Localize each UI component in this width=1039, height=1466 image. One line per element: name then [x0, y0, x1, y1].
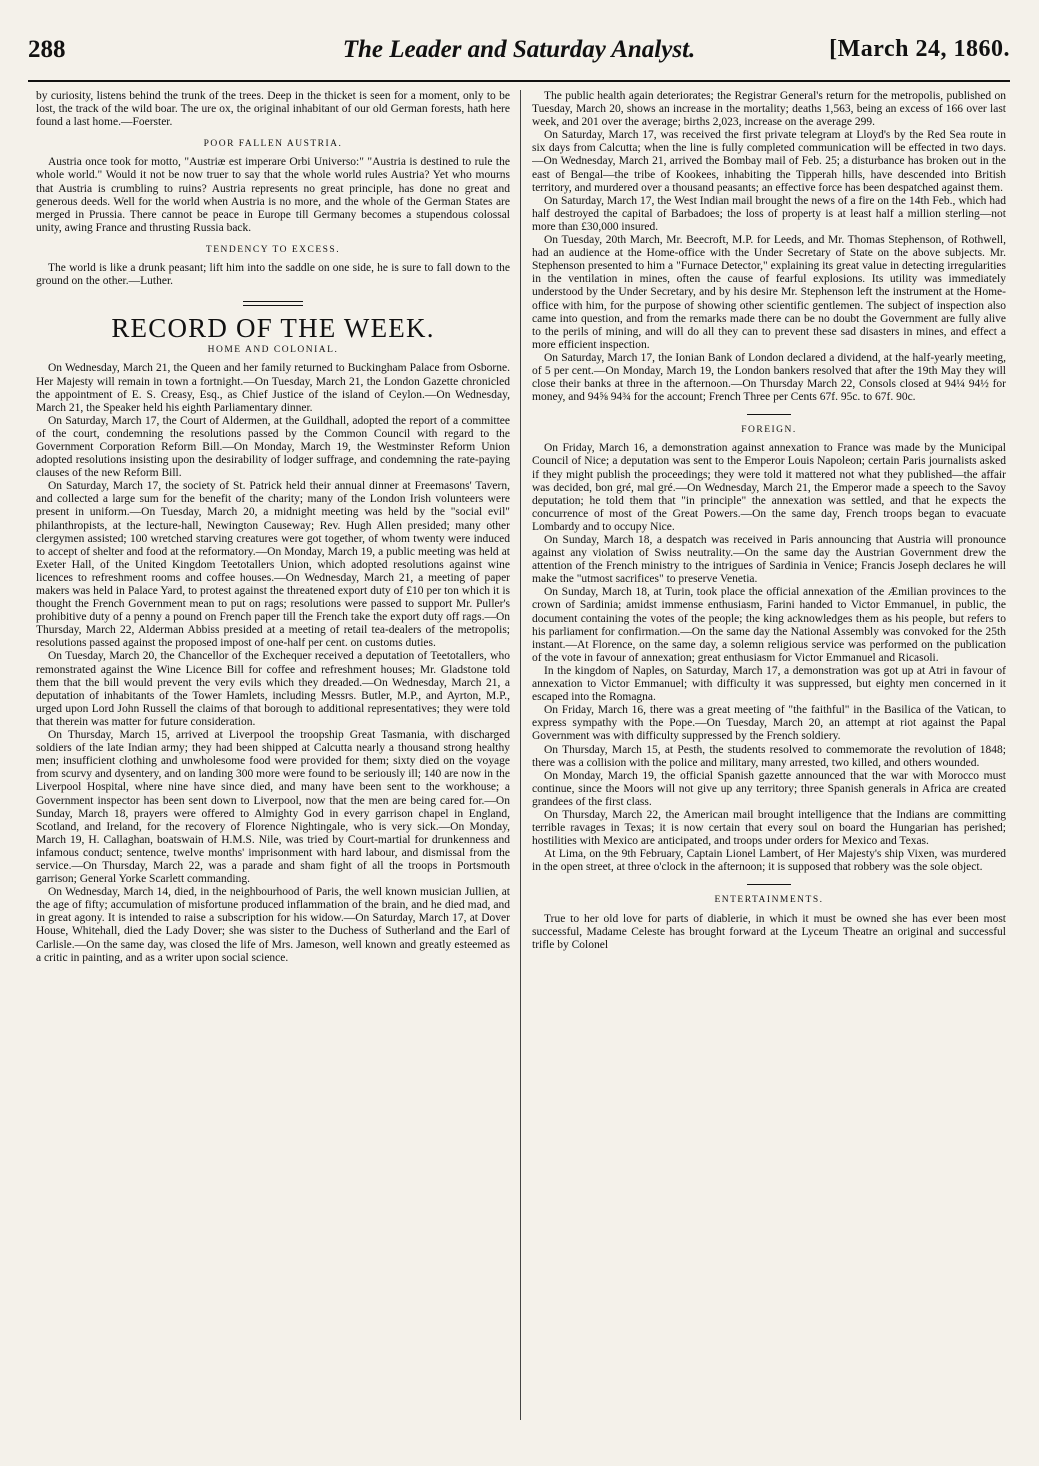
section-divider	[747, 414, 791, 415]
home-paragraph: On Wednesday, March 14, died, in the neighbourhood of Paris, the well known musician Jullien, at the age of fifty; accumulation of misfortune produced inflammation of the brain, and he died mad, and in great agony. It is intended to raise a subscription for his widow.—On Saturday, March 17, at Dover House, Whitehall, died the Lady Dover; she was sister to the Duchess of Sutherland and the Earl of Carlisle.—On the same day, was closed the life of Mrs. Jameson, well known and greatly esteemed as a critic in painting, and as a writer upon social science.	[36, 886, 510, 964]
home-paragraph: The public health again deteriorates; the Registrar General's return for the metropolis, published on Tuesday, March 20, shows an increase in the mortality; deaths 1,563, being an excess of 166 over last week, and 201 over the average; births 2,023, increase on the average 299.	[532, 90, 1006, 129]
left-column	[36, 90, 510, 1430]
page-header	[28, 36, 1010, 82]
foreign-paragraph: On Thursday, March 15, at Pesth, the students resolved to commemorate the revolution of 1848; there was a collision with the police and military, many arrested, two killed, and others wounded.	[532, 743, 1006, 769]
entertainments-paragraph: True to her old love for parts of diablerie, in which it must be owned she has ever been most successful, Madame Celeste has brought forward at the Lyceum Theatre an original and successful trifle by Colonel	[532, 912, 1006, 951]
entertainments-heading: ENTERTAINMENTS.	[714, 895, 824, 906]
right-column	[532, 90, 1006, 1430]
foreign-paragraph: On Monday, March 19, the official Spanish gazette announced that the war with Morocco must continue, since the Moors will not give up any territory; three Spanish generals in Africa are created grandees of the first class.	[532, 769, 1006, 808]
issue-date: [March 24, 1860.	[829, 36, 1010, 62]
tendency-text: The world is like a drunk peasant; lift him into the saddle on one side, he is sure to fall down to the ground on the other.—Luther.	[36, 262, 510, 288]
publication-title: The Leader and Saturday Analyst.	[342, 36, 696, 63]
home-paragraph: On Saturday, March 17, the Court of Aldermen, at the Guildhall, adopted the report of a committee of the court, condemning the resolutions passed by the Common Council with regard to the Government Corporation Reform Bill.—On Monday, March 19, the Westminster Reform Union adopted resolutions insisting upon the desirability of lodger suffrage, and condemning the rate-paying clauses of the new Reform Bill.	[36, 414, 510, 480]
home-paragraph: On Saturday, March 17, the society of St. Patrick held their annual dinner at Freemasons' Tavern, and collected a large sum for the benefit of the charity; many of the London Irish volunteers were present in uniform.—On Tuesday, March 20, a midnight meeting was held by the "social evil" philanthropists, at the lecture-hall, Newington Causeway; Rev. Hugh Allen presided; many other clergymen assisted; 100 wretched starving creatures were got together, of whom twenty were induced to accept of shelter and food at the reformatory.—On Monday, March 19, a public meeting was held at Exeter Hall, of the United Kingdom Teetotallers Union, which adopted resolutions against wine licences to refreshment rooms and coffee houses.—On Wednesday, March 21, a meeting of paper makers was held in Palace Yard, to protest against the threatened export duty of £10 per ton which it is thought the French Government mean to put on rags; resolutions were passed to support Mr. Puller's prohibitive duty of a penny a pound on French paper till the French take the export duty off rags.—On Thursday, March 22, Alderman Abbiss presided at a meeting of retail tea-dealers of the metropolis; resolutions passed against the proposed impost of one-half per cent. on customs duties.	[36, 480, 510, 650]
home-paragraph: On Saturday, March 17, was received the first private telegram at Lloyd's by the Red Sea route in six days from Calcutta; when the line is fully completed communication will be effected in two days.—On Wednesday, March 21, arrived the Bombay mail of Feb. 25; a disturbance has broken out in the east of Bengal—the tribe of Kookees, inhabiting the Tipperah hills, have descended into British territory, and murdered over a thousand peasants; an effective force has been despatched against them.	[532, 129, 1006, 194]
page-number: 288	[28, 36, 66, 63]
home-paragraph: On Wednesday, March 21, the Queen and her family returned to Buckingham Palace from Osborne. Her Majesty will remain in town a fortnight.—On Tuesday, March 21, the London Gazette chronicled the appointment of E. S. Creasy, Esq., as Chief Justice of the island of Ceylon.—On Wednesday, March 21, the Speaker held his eighth Parliamentary dinner.	[36, 362, 510, 414]
foreign-paragraph: At Lima, on the 9th February, Captain Lionel Lambert, of Her Majesty's ship Vixen, was murdered in the open street, at three o'clock in the afternoon; it is supposed that robbery was the sole object.	[532, 848, 1006, 874]
foreign-paragraph: On Friday, March 16, there was a great meeting of "the faithful" in the Basilica of the Vatican, to express sympathy with the Pope.—On Tuesday, March 20, an attempt at riot against the Papal Government was with difficulty suppressed by the French soldiery.	[532, 704, 1006, 743]
home-paragraph: On Thursday, March 15, arrived at Liverpool the troopship Great Tasmania, with discharged soldiers of the late Indian army; they had been shipped at Calcutta nearly a thousand strong healthy men; insufficient clothing and unwholesome food were provided for them; sixty died on the voyage from scurvy and dysentery, and on landing 300 more were found to be seriously ill; 140 are now in the Liverpool Hospital, where nine have since died, and many have been sent to the workhouse; a Government inspector has been sent down to Liverpool, now that the men are being cared for.—On Sunday, March 18, prayers were offered to Almighty God in every garrison chapel in England, Scotland, and Ireland, for the recovery of Florence Nightingale, who is very sick.—On Monday, March 19, H. Callaghan, boatswain of H.M.S. Nile, was tried by Court-martial for drunkenness and infamous conduct; sentence, twelve months' imprisonment with hard labour, and dismissal from the service.—On Thursday, March 22, was a parade and sham fight of all the troops in Portsmouth garrison; General Yorke Scarlett commanding.	[36, 729, 510, 886]
section-divider	[243, 301, 303, 306]
foreign-paragraph: On Thursday, March 22, the American mail brought intelligence that the Indians are committing terrible ravages in Texas; it is now certain that every soul on board the Hungarian has perished; hostilities with Mexico are anticipated, and troops under orders for Mexico and Texas.	[532, 808, 1006, 848]
home-colonial-heading: HOME AND COLONIAL.	[207, 345, 339, 356]
foreign-paragraph: On Friday, March 16, a demonstration against annexation to France was made by the Municipal Council of Nice; a deputation was sent to the Emperor Louis Napoleon; certain Paris journalists asked if they might publish the proceedings; they were told it mattered not what they published—the affair was decided, bon gré, mal gré.—On Wednesday, March 21, the Emperor made a speech to the Savoy deputation; he told them that "in principle" the annexation was settled, and that he expects the concurrence of most of the Great Powers.—On the same day, French troops began to evacuate Lombardy and to occupy Nice.	[532, 442, 1006, 533]
foreign-paragraph: On Sunday, March 18, at Turin, took place the official annexation of the Æmilian provinces to the crown of Sardinia; amidst immense enthusiasm, Farini handed to Victor Emmanuel, in public, the document containing the votes of the people; the king acknowledges them as his people, but refers to his parliament for confirmation.—On the same day the National Assembly was convoked for the 25th instant.—At Florence, on the same day, a solemn religious service was performed on the publication of the vote in favour of annexation; great enthusiasm for Victor Emmanuel and Ricasoli.	[532, 586, 1006, 664]
foreign-paragraph: On Sunday, March 18, a despatch was received in Paris announcing that Austria will pronounce against any violation of Swiss neutrality.—On the same day the Austrian Government drew the attention of the French ministry to the intrigues of Sardinia in Venice; Francis Joseph declares he will make the "utmost sacrifices" to preserve Venetia.	[532, 534, 1006, 586]
foreign-heading: FOREIGN.	[741, 425, 797, 436]
poor-austria-heading: POOR FALLEN AUSTRIA.	[203, 139, 343, 150]
poor-austria-text: Austria once took for motto, "Austriæ est imperare Orbi Universo:" "Austria is destined to rule the whole world." Would it not be now truer to say that the whole world rules Austria? Yet who mourns that Austria is crumbling to ruins? Austria represents no great principle, has done no great and generous deeds. Well for the world when Austria is no more, and the whole of the German States are merged in Prussia. There cannot be peace in Europe till Germany becomes a stupendous colossal unity, awing France and thrusting Russia back.	[36, 156, 510, 234]
home-paragraph: On Saturday, March 17, the West Indian mail brought the news of a fire on the 14th Feb., which had half destroyed the capital of Barbadoes; the loss of property is at least half a million sterling—not more than £30,000 insured.	[532, 194, 1006, 233]
tendency-heading: TENDENCY TO EXCESS.	[205, 244, 341, 255]
home-paragraph: On Tuesday, 20th March, Mr. Beecroft, M.P. for Leeds, and Mr. Thomas Stephenson, of Rothwell, had an audience at the Home-office with the Under Secretary of State on the above subjects. Mr. Stephenson presented to him a "Furnace Detector," explaining its great value in detecting irregularities in the ventilation in mines, often the cause of fearful explosions. Its utility was immediately understood by the Under Secretary, and by his desire Mr. Stephenson left the instrument at the Home-office with him, for the purpose of showing other scientific gentlemen. The subject of inspection also came into question, and from the remarks made there can be no doubt the Government are fully alive to the perils of mining, and will do all they can to prevent these sad disasters in mines, and effect a more efficient inspection.	[532, 234, 1006, 351]
column-rule	[520, 90, 521, 1420]
intro-paragraph: by curiosity, listens behind the trunk of the trees. Deep in the thicket is seen for a moment, only to be lost, the track of the wild boar. The ure ox, the original inhabitant of our old German forests, hath here found a last home.—Foerster.	[36, 90, 510, 129]
section-divider	[747, 884, 791, 885]
foreign-paragraph: In the kingdom of Naples, on Saturday, March 17, a demonstration was got up at Atri in favour of annexation to Victor Emmanuel; with difficulty it was suppressed, but eighty men concerned in it escaped into the Romagna.	[532, 664, 1006, 704]
record-heading: RECORD OF THE WEEK.	[111, 313, 435, 344]
home-paragraph: On Saturday, March 17, the Ionian Bank of London declared a dividend, at the half-yearly meeting, of 5 per cent.—On Monday, March 19, the London bankers resolved that after the 19th May they will close their banks at three in the afternoon.—On Thursday March 22, Consols closed at 94¼ 94½ for money, and 94⅝ 94¾ for the account; French Three per Cents 67f. 95c. to 67f. 90c.	[532, 351, 1006, 404]
home-paragraph: On Tuesday, March 20, the Chancellor of the Exchequer received a deputation of Teetotallers, who remonstrated against the Wine Licence Bill for coffee and refreshment houses; Mr. Gladstone told them that the bill would prevent the very evils which they dreaded.—On Wednesday, March 21, a deputation of inhabitants of the Tower Hamlets, including Messrs. Butler, M.P., and Ayrton, M.P., urged upon Lord John Russell the claims of that borough to additional representatives; they were told that therein was matter for future consideration.	[36, 650, 510, 728]
